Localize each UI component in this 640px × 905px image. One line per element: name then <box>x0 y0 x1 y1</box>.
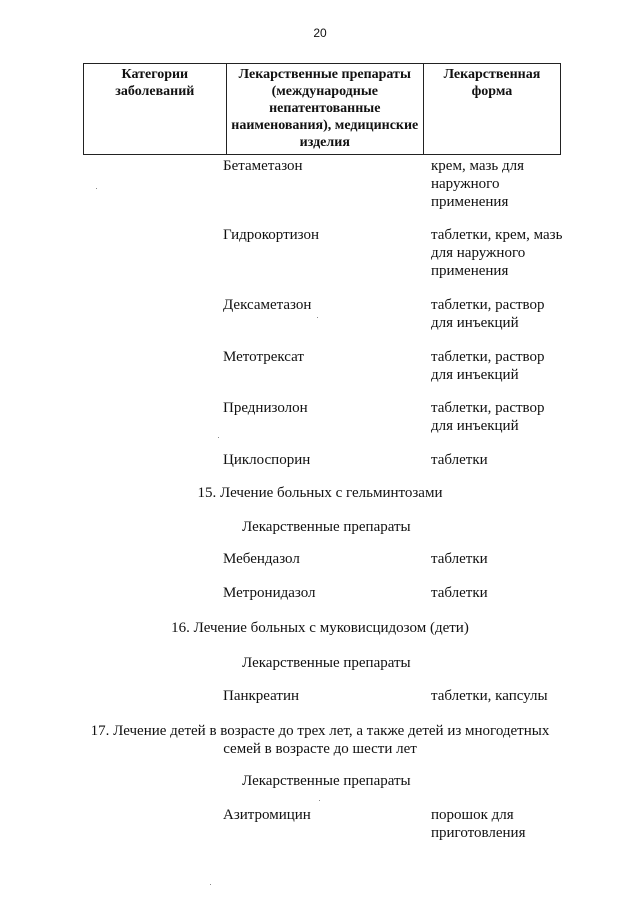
drug-name: Метронидазол <box>223 585 316 601</box>
drug-name: Гидрокортизон <box>223 227 320 243</box>
drug-name: Азитромицин <box>223 807 311 823</box>
drug-form: порошок для приготовления <box>431 807 526 841</box>
drug-form: таблетки, раствор для инъекций <box>431 349 545 383</box>
drug-form: крем, мазь для наружного применения <box>431 158 525 210</box>
section-subheading: Лекарственные препараты <box>242 519 411 535</box>
drug-name: Преднизолон <box>223 400 308 416</box>
scan-speck <box>319 800 320 801</box>
section-title: 16. Лечение больных с муковисцидозом (дети) <box>171 620 469 636</box>
column-header-categories: Категории заболеваний <box>84 64 227 155</box>
section-title-continued: семей в возрасте до шести лет <box>223 741 417 757</box>
table-header <box>83 63 561 155</box>
scan-speck <box>218 437 219 438</box>
section-subheading: Лекарственные препараты <box>242 655 411 671</box>
drug-form: таблетки <box>431 551 488 567</box>
drug-name: Бетаметазон <box>223 158 303 174</box>
column-header-drugs: Лекарственные препараты (международные непатентованные наименования), медицинские изделия <box>226 64 423 155</box>
section-title: 17. Лечение детей в возрасте до трех лет, а также детей из многодетных <box>90 723 550 739</box>
drug-name: Циклоспорин <box>223 452 311 468</box>
column-header-form: Лекарственная форма <box>423 64 560 155</box>
drug-form: таблетки <box>431 452 488 468</box>
drug-form: таблетки, раствор для инъекций <box>431 400 545 434</box>
drug-name: Метотрексат <box>223 349 304 365</box>
drug-name: Мебендазол <box>223 551 300 567</box>
drug-name: Дексаметазон <box>223 297 312 313</box>
page-number: 20 <box>313 26 327 40</box>
drug-name: Панкреатин <box>223 688 300 704</box>
drug-form: таблетки <box>431 585 488 601</box>
drug-form: таблетки, крем, мазь для наружного применения <box>431 227 563 279</box>
scan-speck <box>317 317 318 318</box>
drug-form: таблетки, раствор для инъекций <box>431 297 545 331</box>
scan-speck <box>210 884 211 885</box>
scan-speck <box>96 188 97 189</box>
section-subheading: Лекарственные препараты <box>242 773 411 789</box>
drug-form: таблетки, капсулы <box>431 688 548 704</box>
section-title: 15. Лечение больных с гельминтозами <box>197 485 443 501</box>
